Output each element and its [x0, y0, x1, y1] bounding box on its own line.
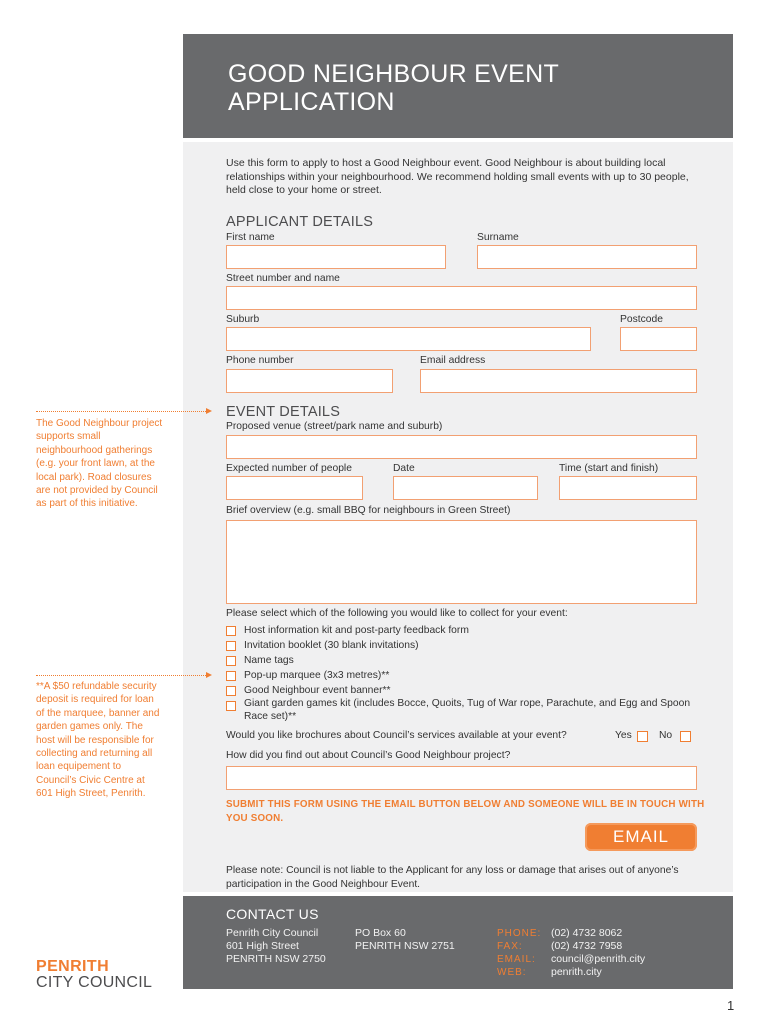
- page-number: 1: [727, 998, 735, 1013]
- address-line: PENRITH NSW 2750: [226, 953, 326, 965]
- logo-penrith: PENRITH: [36, 958, 110, 975]
- surname-label: Surname: [477, 232, 519, 243]
- arrow-right-icon: [206, 408, 212, 414]
- venue-field[interactable]: [226, 435, 697, 459]
- side-note-deposit: **A $50 refundable security deposit is required for loan of the marquee, banner and garden games only. The host will be responsible for collecting and returning all loan equipement to Council’s Civic Centre at 601 High Street, Penrith.: [36, 681, 160, 800]
- people-field[interactable]: [226, 476, 363, 500]
- people-label: Expected number of people: [226, 463, 352, 474]
- fax-number: (02) 4732 7958: [551, 940, 623, 952]
- time-label: Time (start and finish): [559, 463, 659, 474]
- brochures-yes-label: Yes: [615, 730, 632, 741]
- note-leader-line: [36, 411, 206, 412]
- date-field[interactable]: [393, 476, 538, 500]
- option-banner-label: Good Neighbour event banner**: [244, 685, 391, 696]
- phone-label: Phone number: [226, 355, 294, 366]
- email-address-link[interactable]: council@penrith.city: [551, 953, 646, 965]
- postal-line: PENRITH NSW 2751: [355, 940, 455, 952]
- postcode-field[interactable]: [620, 327, 697, 351]
- side-note-road-closures: The Good Neighbour project supports small neighbourhood gatherings (e.g. your front lawn, at the local park). Road closures are not provided by Council as part of this initiative.: [36, 418, 163, 510]
- checkbox-marquee[interactable]: [226, 671, 236, 681]
- collect-prompt: Please select which of the following you would like to collect for your event:: [226, 608, 568, 619]
- time-field[interactable]: [559, 476, 697, 500]
- option-marquee-label: Pop-up marquee (3x3 metres)**: [244, 670, 390, 681]
- address-line: Penrith City Council: [226, 927, 319, 939]
- email-field[interactable]: [420, 369, 697, 393]
- address-line: 601 High Street: [226, 940, 299, 952]
- event-details-heading: EVENT DETAILS: [226, 404, 341, 420]
- contact-heading: CONTACT US: [226, 906, 319, 922]
- checkbox-banner[interactable]: [226, 686, 236, 696]
- brochures-question: Would you like brochures about Council’s services available at your event?: [226, 730, 567, 741]
- web-link[interactable]: penrith.city: [551, 966, 602, 978]
- note-leader-line-2: [36, 675, 206, 676]
- applicant-details-heading: APPLICANT DETAILS: [226, 214, 374, 230]
- suburb-label: Suburb: [226, 314, 260, 325]
- option-invitation-booklet-label: Invitation booklet (30 blank invitations): [244, 640, 419, 651]
- logo-city-council: CITY COUNCIL: [36, 974, 153, 991]
- date-label: Date: [393, 463, 415, 474]
- first-name-field[interactable]: [226, 245, 446, 269]
- phone-number: (02) 4732 8062: [551, 927, 623, 939]
- web-label: WEB:: [497, 967, 527, 978]
- checkbox-name-tags[interactable]: [226, 656, 236, 666]
- intro-text: Use this form to apply to host a Good Neighbour event. Good Neighbour is about building local relationships within your neighbourhood. We recommend holding small events with up to 30 people, held close to your home or street.: [226, 157, 689, 196]
- street-field[interactable]: [226, 286, 697, 310]
- fax-label: FAX:: [497, 941, 523, 952]
- venue-label: Proposed venue (street/park name and suburb): [226, 421, 443, 432]
- page-title: GOOD NEIGHBOUR EVENT APPLICATION: [228, 60, 559, 116]
- phone-label: PHONE:: [497, 928, 542, 939]
- checkbox-brochures-no[interactable]: [680, 731, 691, 742]
- email-contact-label: EMAIL:: [497, 954, 536, 965]
- checkbox-brochures-yes[interactable]: [637, 731, 648, 742]
- phone-field[interactable]: [226, 369, 393, 393]
- overview-label: Brief overview (e.g. small BBQ for neighbours in Green Street): [226, 505, 511, 516]
- postal-line: PO Box 60: [355, 927, 406, 939]
- checkbox-garden-games[interactable]: [226, 701, 236, 711]
- option-host-kit-label: Host information kit and post-party feedback form: [244, 625, 469, 636]
- overview-field[interactable]: [226, 520, 697, 604]
- surname-field[interactable]: [477, 245, 697, 269]
- first-name-label: First name: [226, 232, 275, 243]
- arrow-right-icon: [206, 672, 212, 678]
- find-out-question: How did you find out about Council’s Good Neighbour project?: [226, 750, 511, 761]
- postcode-label: Postcode: [620, 314, 663, 325]
- email-label: Email address: [420, 355, 486, 366]
- brochures-no-label: No: [659, 730, 673, 741]
- checkbox-host-kit[interactable]: [226, 626, 236, 636]
- find-out-field[interactable]: [226, 766, 697, 790]
- submit-instructions: SUBMIT THIS FORM USING THE EMAIL BUTTON BELOW AND SOMEONE WILL BE IN TOUCH WITH YOU SOON.: [226, 799, 705, 824]
- option-garden-games-label: Giant garden games kit (includes Bocce, Quoits, Tug of War rope, Parachute, and Egg and Spoon Race set)**: [244, 698, 691, 722]
- street-label: Street number and name: [226, 273, 340, 284]
- checkbox-invitation-booklet[interactable]: [226, 641, 236, 651]
- option-name-tags-label: Name tags: [244, 655, 294, 666]
- suburb-field[interactable]: [226, 327, 591, 351]
- email-button[interactable]: EMAIL: [585, 823, 697, 851]
- disclaimer-text: Please note: Council is not liable to the Applicant for any loss or damage that arises out of anyone’s participation in the Good Neighbour Event.: [226, 865, 679, 890]
